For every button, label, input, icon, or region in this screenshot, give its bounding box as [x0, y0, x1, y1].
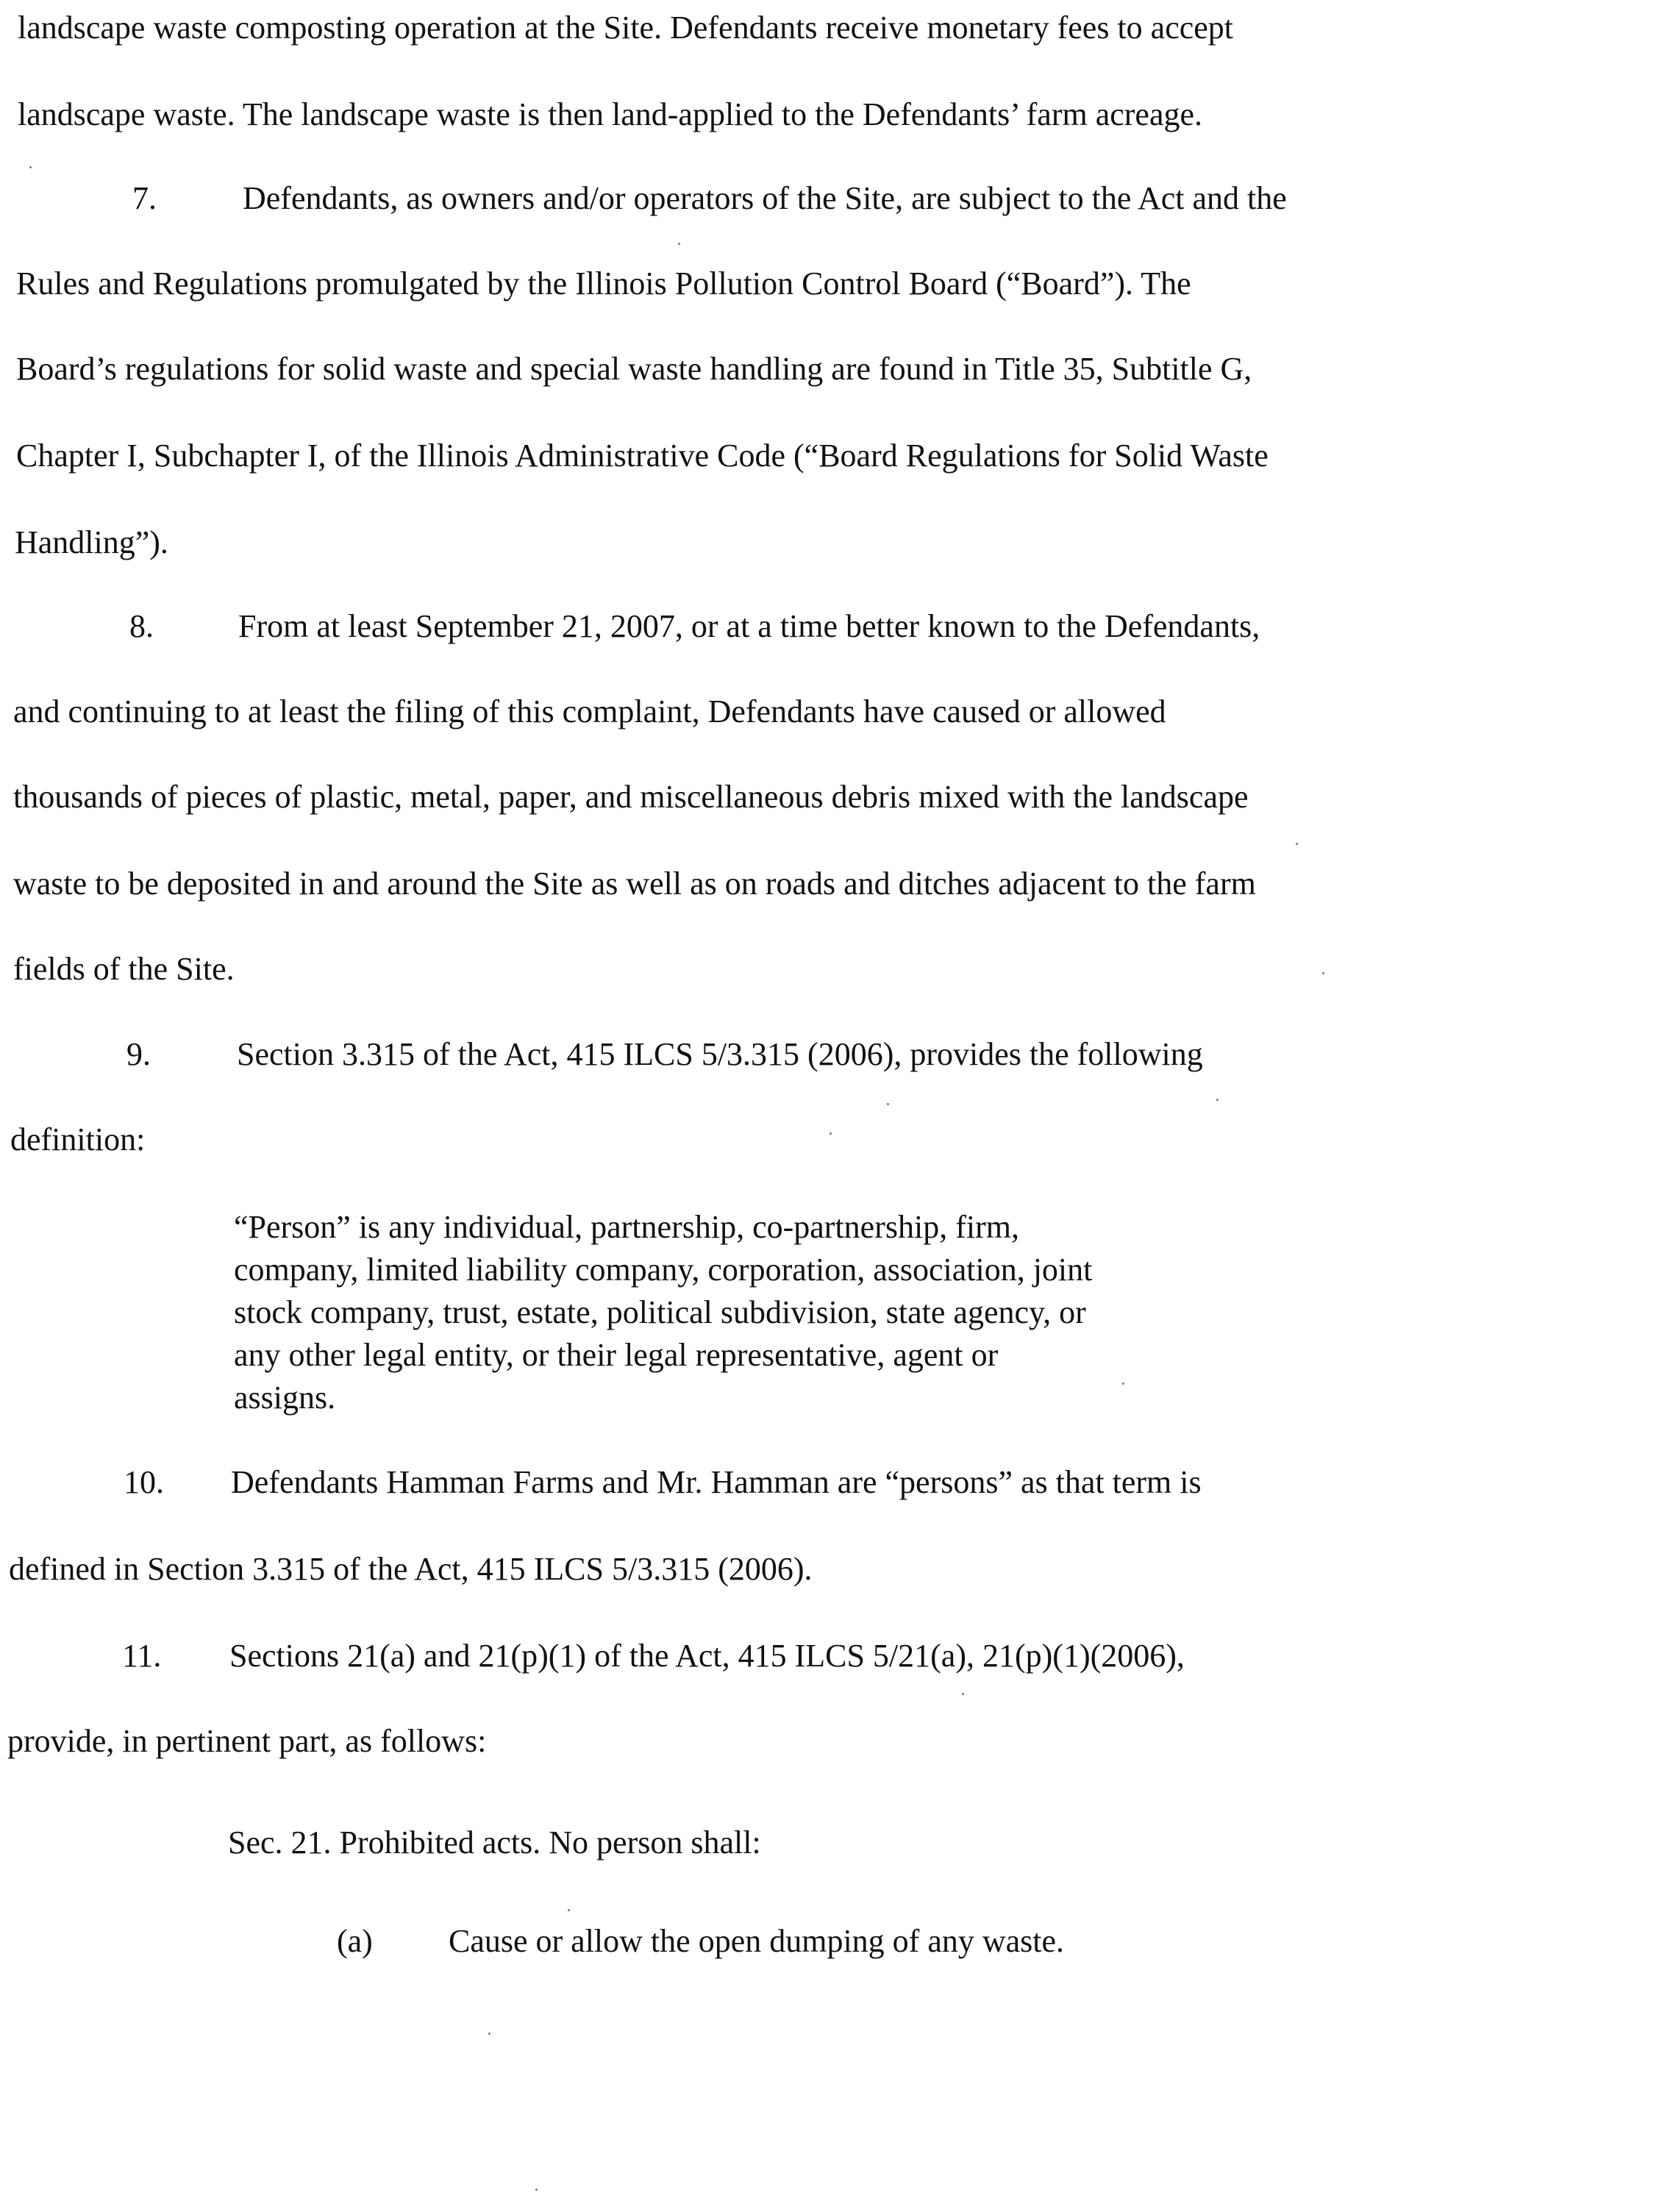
statute-item-text: Cause or allow the open dumping of any waste. [449, 1923, 1065, 1959]
paragraph-8-line-5: fields of the Site. [13, 951, 235, 987]
paragraph-7-line-5: Handling”). [15, 524, 168, 560]
paragraph-7-line-4: Chapter I, Subchapter I, of the Illinois Administrative Code (“Board Regulations for Solid Waste [16, 438, 1269, 474]
scan-speck [678, 243, 680, 245]
paragraph-8-line-3: thousands of pieces of plastic, metal, paper, and miscellaneous debris mixed with the landscape [13, 779, 1249, 815]
scan-speck [535, 2188, 538, 2191]
definition-quote-line-3: stock company, trust, estate, political subdivision, state agency, or [234, 1294, 1086, 1330]
statute-section-heading: Sec. 21. Prohibited acts. No person shall: [228, 1824, 761, 1860]
paragraph-9-line-1: Section 3.315 of the Act, 415 ILCS 5/3.315 (2006), provides the following [237, 1036, 1203, 1072]
scan-speck [830, 1132, 832, 1135]
scan-speck [1296, 843, 1298, 845]
paragraph-9-number: 9. [126, 1036, 151, 1072]
scan-speck [962, 1693, 964, 1695]
scan-speck [29, 166, 32, 168]
paragraph-7-line-3: Board’s regulations for solid waste and special waste handling are found in Title 35, Subtitle G, [16, 351, 1252, 387]
paragraph-7-line-2: Rules and Regulations promulgated by the Illinois Pollution Control Board (“Board”). The [16, 265, 1191, 302]
statute-item-label: (a) [337, 1923, 373, 1959]
paragraph-8-number: 8. [129, 608, 154, 644]
definition-quote-line-2: company, limited liability company, corporation, association, joint [234, 1252, 1093, 1288]
paragraph-6-line-1: landscape waste composting operation at the Site. Defendants receive monetary fees to accept [18, 10, 1234, 46]
paragraph-6-line-2: landscape waste. The landscape waste is then land-applied to the Defendants’ farm acreage. [18, 96, 1203, 132]
scan-speck [488, 2033, 490, 2035]
paragraph-10-number: 10. [124, 1464, 164, 1500]
paragraph-11-line-2: provide, in pertinent part, as follows: [7, 1723, 487, 1759]
paragraph-8-line-1: From at least September 21, 2007, or at a time better known to the Defendants, [238, 608, 1260, 644]
paragraph-7-line-1: Defendants, as owners and/or operators of the Site, are subject to the Act and the [243, 180, 1287, 216]
paragraph-8-line-2: and continuing to at least the filing of this complaint, Defendants have caused or allowed [13, 693, 1166, 729]
paragraph-10-line-1: Defendants Hamman Farms and Mr. Hamman are “persons” as that term is [231, 1464, 1202, 1500]
scan-speck [568, 1909, 570, 1911]
definition-quote-line-5: assigns. [234, 1380, 336, 1416]
paragraph-11-line-1: Sections 21(a) and 21(p)(1) of the Act, 415 ILCS 5/21(a), 21(p)(1)(2006), [229, 1638, 1185, 1674]
paragraph-9-line-2: definition: [10, 1121, 146, 1157]
scan-speck [887, 1103, 889, 1105]
definition-quote-line-4: any other legal entity, or their legal representative, agent or [234, 1337, 999, 1373]
definition-quote-line-1: “Person” is any individual, partnership, co-partnership, firm, [234, 1209, 1019, 1245]
paragraph-7-number: 7. [132, 180, 157, 216]
paragraph-10-line-2: defined in Section 3.315 of the Act, 415 ILCS 5/3.315 (2006). [9, 1551, 813, 1587]
paragraph-11-number: 11. [122, 1638, 162, 1674]
paragraph-8-line-4: waste to be deposited in and around the Site as well as on roads and ditches adjacent to the farm [13, 866, 1256, 902]
scan-speck [1322, 972, 1324, 974]
scan-speck [1122, 1382, 1124, 1385]
scan-speck [1216, 1099, 1219, 1101]
